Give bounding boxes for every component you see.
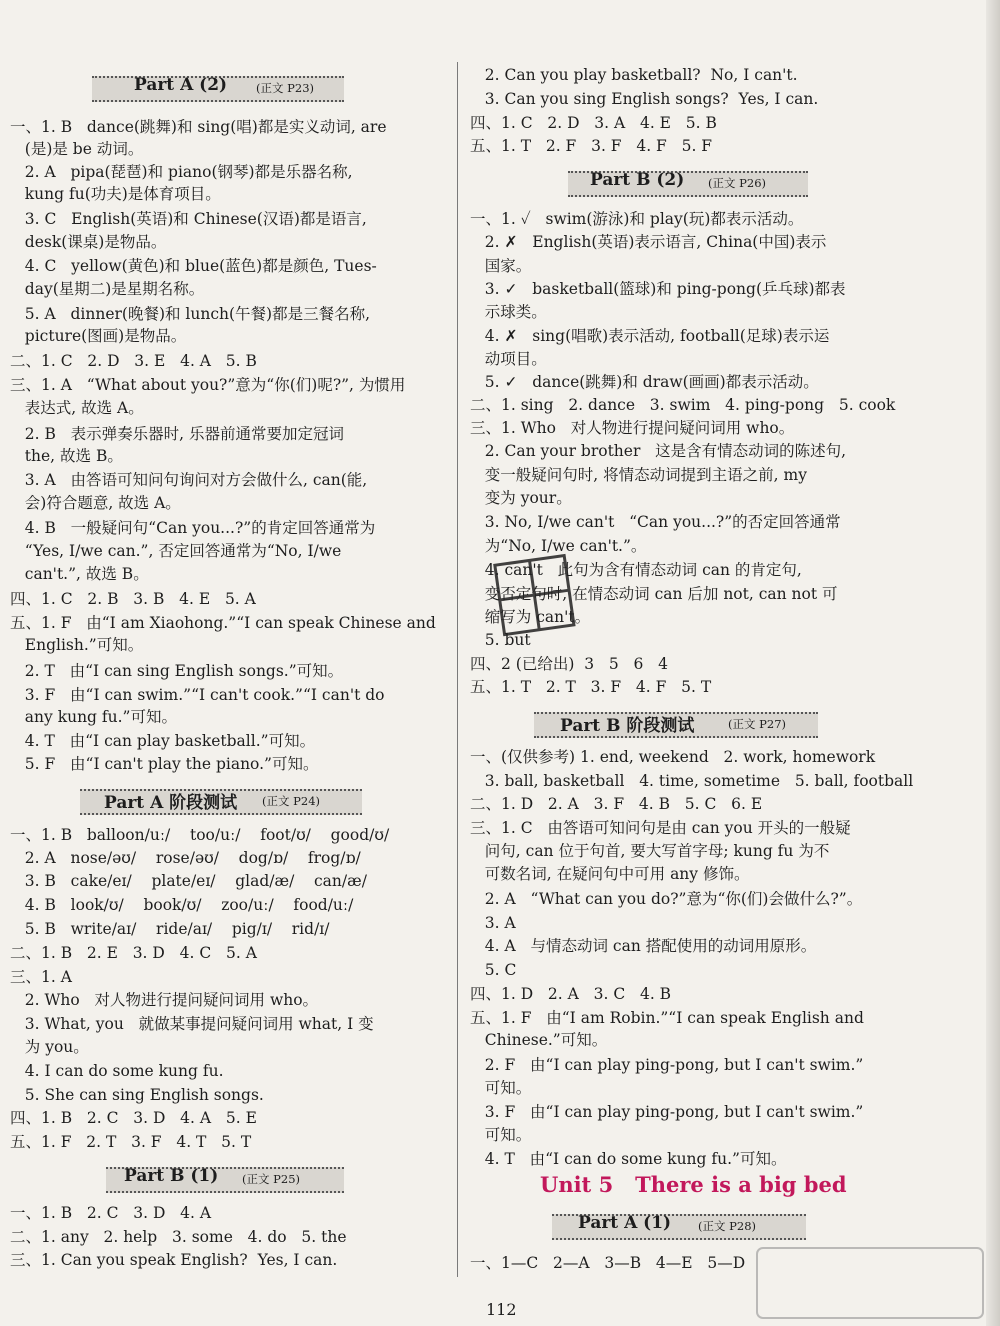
answer-line: 4. C yellow(黄色)和 blue(蓝色)都是颜色, Tues-: [10, 257, 377, 275]
answer-line: 三、1. Can you speak English? Yes, I can.: [10, 1251, 338, 1269]
answer-line: 一、1—C 2—A 3—B 4—E 5—D: [470, 1254, 746, 1272]
answer-line: desk(课桌)是物品。: [10, 233, 167, 251]
answer-line: 变为 your。: [470, 489, 572, 507]
answer-line: 5. A dinner(晚餐)和 lunch(午餐)都是三餐名称,: [10, 305, 371, 323]
answer-line: 可知。: [470, 1079, 532, 1097]
answer-line: 五、1. T 2. T 3. F 4. F 5. T: [470, 678, 712, 696]
answer-line: day(星期二)是星期名称。: [10, 280, 205, 298]
page-edge-shadow: [986, 0, 1000, 1326]
answer-line: 可数名词, 在疑问句中可用 any 修饰。: [470, 865, 750, 883]
section-heading-part-a-1: [470, 1210, 895, 1240]
answer-line: 缩写为 can't。: [470, 608, 591, 626]
answer-line: can't.”, 故选 B。: [10, 565, 149, 583]
answer-line: 2. Can your brother 这是含有情态动词的陈述句,: [470, 442, 847, 460]
answer-line: (是)是 be 动词。: [10, 140, 144, 158]
section-page-ref: (正文 P27): [728, 717, 786, 731]
answer-line: 变一般疑问句时, 将情态动词提到主语之前, my: [470, 466, 807, 484]
answer-line: 2. F 由“I can play ping-pong, but I can't swim.”: [470, 1056, 864, 1074]
answer-line: 三、1. A: [10, 968, 72, 986]
answer-line: 4. T 由“I can do some kung fu.”可知。: [470, 1150, 787, 1168]
answer-line: 四、1. D 2. A 3. C 4. B: [470, 985, 672, 1003]
section-heading-part-b-test: [470, 708, 895, 738]
answer-line: 2. Who 对人物进行提问疑问词用 who。: [10, 991, 319, 1009]
answer-line: 五、1. F 由“I am Robin.”“I can speak English and: [470, 1009, 864, 1027]
answer-line: picture(图画)是物品。: [10, 327, 187, 345]
answer-line: 4. B 一般疑问句“Can you...?”的肯定回答通常为: [10, 519, 376, 537]
answer-line: 2. A pipa(琵琶)和 piano(钢琴)都是乐器名称,: [10, 163, 353, 181]
answer-line: 一、1. B balloon/uː/ too/uː/ foot/ʊ/ good/ʊ/: [10, 826, 390, 844]
answer-line: 为 you。: [10, 1038, 89, 1056]
section-title: Part B (1): [124, 1166, 219, 1186]
section-page-ref: (正文 P24): [262, 794, 320, 808]
section-page-ref: (正文 P25): [242, 1172, 300, 1186]
answer-line: 4. I can do some kung fu.: [10, 1062, 224, 1080]
section-title: Part A (2): [134, 75, 228, 95]
answer-line: 示球类。: [470, 303, 547, 321]
unit-title: Unit 5 There is a big bed: [540, 1172, 847, 1197]
answer-line: 3. A: [470, 914, 516, 932]
section-title: Part B 阶段测试: [560, 716, 695, 736]
answer-line: 4. ✗ sing(唱歌)表示活动, football(足球)表示运: [470, 327, 830, 345]
answer-line: 国家。: [470, 257, 532, 275]
answer-line: 二、1. sing 2. dance 3. swim 4. ping-pong 5. cook: [470, 396, 896, 414]
answer-line: 5. ✓ dance(跳舞)和 draw(画画)都表示活动。: [470, 373, 819, 391]
answer-line: 一、(仅供参考) 1. end, weekend 2. work, homework: [470, 748, 876, 766]
answer-line: 一、1. ✓ swim(游泳)和 play(玩)都表示活动。: [470, 210, 804, 228]
watermark-icon: [755, 1246, 985, 1320]
answer-line: 四、1. C 2. B 3. B 4. E 5. A: [10, 590, 256, 608]
answer-line: 4. A 与情态动词 can 搭配使用的动词用原形。: [470, 937, 817, 955]
answer-line: 二、1. C 2. D 3. E 4. A 5. B: [10, 352, 257, 370]
answer-line: the, 故选 B。: [10, 447, 123, 465]
section-heading-part-a-2: [10, 72, 442, 102]
answer-line: 3. C English(英语)和 Chinese(汉语)都是语言,: [10, 210, 367, 228]
answer-line: 2. A “What can you do?”意为“你(们)会做什么?”。: [470, 890, 863, 908]
answer-line: any kung fu.”可知。: [10, 708, 177, 726]
answer-line: 一、1. B 2. C 3. D 4. A: [10, 1204, 212, 1222]
section-title: Part B (2): [590, 170, 685, 190]
answer-line: 一、1. B dance(跳舞)和 sing(唱)都是实义动词, are: [10, 118, 387, 136]
answer-line: 5. but: [470, 631, 531, 649]
answer-line: 5. She can sing English songs.: [10, 1086, 264, 1104]
watermark-logo: [755, 1246, 985, 1320]
column-divider: [457, 62, 458, 1277]
answer-line: 4. T 由“I can play basketball.”可知。: [10, 732, 316, 750]
answer-line: 五、1. F 2. T 3. F 4. T 5. T: [10, 1133, 252, 1151]
section-title: Part A (1): [578, 1213, 672, 1233]
answer-line: 动项目。: [470, 350, 547, 368]
answer-line: English.”可知。: [10, 636, 144, 654]
answer-line: 四、1. C 2. D 3. A 4. E 5. B: [470, 114, 717, 132]
answer-line: kung fu(功夫)是体育项目。: [10, 185, 221, 203]
answer-line: 2. B 表示弹奏乐器时, 乐器前通常要加定冠词: [10, 425, 345, 443]
answer-line: 3. B cake/eɪ/ plate/eɪ/ glad/æ/ can/æ/: [10, 872, 367, 890]
answer-line: Chinese.”可知。: [470, 1031, 608, 1049]
answer-line: 五、1. F 由“I am Xiaohong.”“I can speak Chinese and: [10, 614, 436, 632]
section-heading-part-a-test: [10, 785, 442, 815]
page-number: 112: [486, 1300, 517, 1319]
section-page-ref: (正文 P28): [698, 1219, 756, 1233]
answer-line: 2. ✗ English(英语)表示语言, China(中国)表示: [470, 233, 827, 251]
answer-line: 可知。: [470, 1126, 532, 1144]
answer-line: 为“No, I/we can't.”。: [470, 537, 647, 555]
answer-line: 3. A 由答语可知问句询问对方会做什么, can(能,: [10, 471, 368, 489]
answer-line: 5. F 由“I can't play the piano.”可知。: [10, 755, 319, 773]
answer-line: 4. B look/ʊ/ book/ʊ/ zoo/uː/ food/uː/: [10, 896, 354, 914]
answer-line: 会)符合题意, 故选 A。: [10, 494, 181, 512]
answer-line: 4. can't 此句为含有情态动词 can 的肯定句,: [470, 561, 802, 579]
answer-line: 变否定句时, 在情态动词 can 后加 not, can not 可: [470, 585, 838, 603]
answer-line: 2. A nose/əʊ/ rose/əʊ/ dog/ɒ/ frog/ɒ/: [10, 849, 361, 867]
answer-line: 二、1. B 2. E 3. D 4. C 5. A: [10, 944, 257, 962]
answer-line: 2. Can you play basketball? No, I can't.: [470, 66, 798, 84]
section-heading-part-b-2: [470, 167, 895, 197]
section-title: Part A 阶段测试: [104, 793, 238, 813]
answer-line: 5. C: [470, 961, 517, 979]
answer-line: 四、2 (已给出) 3 5 6 4: [470, 655, 669, 673]
answer-line: 二、1. D 2. A 3. F 4. B 5. C 6. E: [470, 795, 763, 813]
section-page-ref: (正文 P23): [256, 81, 314, 95]
answer-line: 五、1. T 2. F 3. F 4. F 5. F: [470, 137, 713, 155]
answer-line: 3. No, I/we can't “Can you...?”的否定回答通常: [470, 513, 841, 531]
answer-line: 3. F 由“I can swim.”“I can't cook.”“I can't do: [10, 686, 385, 704]
answer-line: 四、1. B 2. C 3. D 4. A 5. E: [10, 1109, 257, 1127]
answer-line: 3. What, you 就做某事提问疑问词用 what, I 变: [10, 1015, 374, 1033]
answer-line: 2. T 由“I can sing English songs.”可知。: [10, 662, 344, 680]
section-heading-part-b-1: [10, 1163, 442, 1193]
answer-line: 三、1. Who 对人物进行提问疑问词用 who。: [470, 419, 795, 437]
answer-line: 二、1. any 2. help 3. some 4. do 5. the: [10, 1228, 347, 1246]
answer-line: 3. F 由“I can play ping-pong, but I can't swim.”: [470, 1103, 864, 1121]
answer-line: 问句, can 位于句首, 要大写首字母; kung fu 为不: [470, 842, 830, 860]
answer-line: 三、1. C 由答语可知问句是由 can you 开头的一般疑: [470, 819, 851, 837]
answer-line: 5. B write/aɪ/ ride/aɪ/ pig/ɪ/ rid/ɪ/: [10, 920, 330, 938]
answer-line: 3. ball, basketball 4. time, sometime 5. ball, football: [470, 772, 914, 790]
answer-line: 3. Can you sing English songs? Yes, I can.: [470, 90, 819, 108]
answer-line: 3. ✓ basketball(篮球)和 ping-pong(乒乓球)都表: [470, 280, 846, 298]
section-page-ref: (正文 P26): [708, 176, 766, 190]
answer-line: 表达式, 故选 A。: [10, 399, 144, 417]
answer-line: 三、1. A “What about you?”意为“你(们)呢?”, 为惯用: [10, 376, 406, 394]
answer-line: “Yes, I/we can.”, 否定回答通常为“No, I/we: [10, 542, 342, 560]
